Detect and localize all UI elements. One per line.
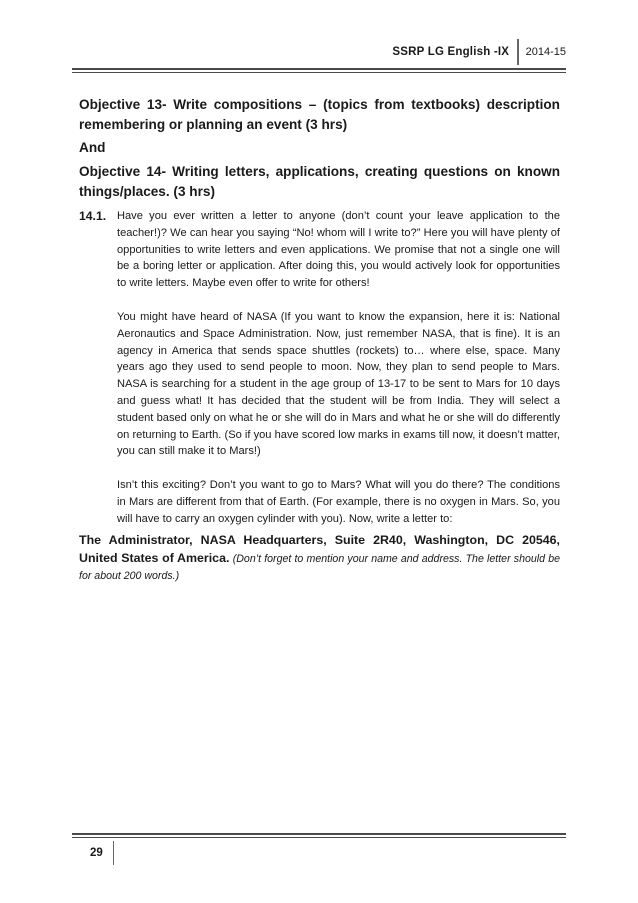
question-paragraph-1: Have you ever written a letter to anyone (don’t count your leave application to the teacher!)? We can hear you saying “No! whom will I write to?” Here you will have plenty of opportunities to write letters and even applications. We promise that not a single one will be a boring letter or application. After doing this, you would actively look for opportunities to write letters. Maybe even offer to write for others! bbox=[117, 210, 560, 290]
page-number: 29 bbox=[90, 847, 103, 859]
question-paragraph-2: You might have heard of NASA (If you want to know the expansion, here it is: National Aeronautics and Space Administration. Now, just remember NASA, that is fine). It is an agency in America that sends space shuttles (rockets) to… where else, space. Many years ago they used to send people to moon. Now, they plan to send people to Mars. NASA is searching for a student in the age group of 13-17 to be sent to Mars for 10 days and guess what! It has decided that the student will be from India. They will select a student based only on what he or she will do in Mars and what he or she will do differently on returning to Earth. (So if you have scored low marks in exams till now, it doesn’t matter, you can still make it to Mars!) bbox=[117, 310, 560, 458]
question-14-1 bbox=[79, 208, 560, 292]
question-paragraph-3: Isn’t this exciting? Don’t you want to go to Mars? What will you do there? The conditions in Mars are different from that of Earth. (For example, there is no oxygen in Mars. So, you will have to carry an oxygen cylinder with you). Now, write a letter to: bbox=[117, 479, 560, 525]
footer-rule bbox=[72, 833, 566, 835]
footer-separator bbox=[113, 841, 115, 865]
objective-14-text: Writing letters, applications, creating questions on known things/places. (3 hrs) bbox=[79, 164, 561, 199]
recipient-address: The Administrator, NASA Headquarters, Suite 2R40, Washington, DC 20546, United States of America. bbox=[79, 532, 560, 565]
header-rule bbox=[72, 68, 566, 70]
and-label: And bbox=[79, 140, 106, 155]
header-year: 2014-15 bbox=[525, 46, 566, 58]
question-number: 14.1. bbox=[79, 209, 107, 223]
objective-13-text: Objective 13- Write compositions – (topics from textbooks) description remembering or planning an event (3 hrs) bbox=[79, 97, 560, 132]
letter-recipient bbox=[79, 532, 560, 585]
page-footer bbox=[90, 840, 114, 866]
footer-rule-thin bbox=[72, 837, 566, 838]
header-rule-thin bbox=[72, 72, 566, 73]
page-content bbox=[79, 95, 560, 596]
letter-instructions: (Don’t forget to mention your name and address. The letter should be for about 200 words.) bbox=[79, 552, 560, 582]
header-title: SSRP LG English -IX bbox=[392, 46, 510, 58]
header-separator bbox=[517, 39, 519, 65]
page-header bbox=[392, 38, 566, 66]
objective-13-heading bbox=[79, 95, 560, 135]
objective-14-lead: Objective 14- bbox=[79, 164, 173, 179]
objective-14-heading bbox=[79, 162, 560, 202]
